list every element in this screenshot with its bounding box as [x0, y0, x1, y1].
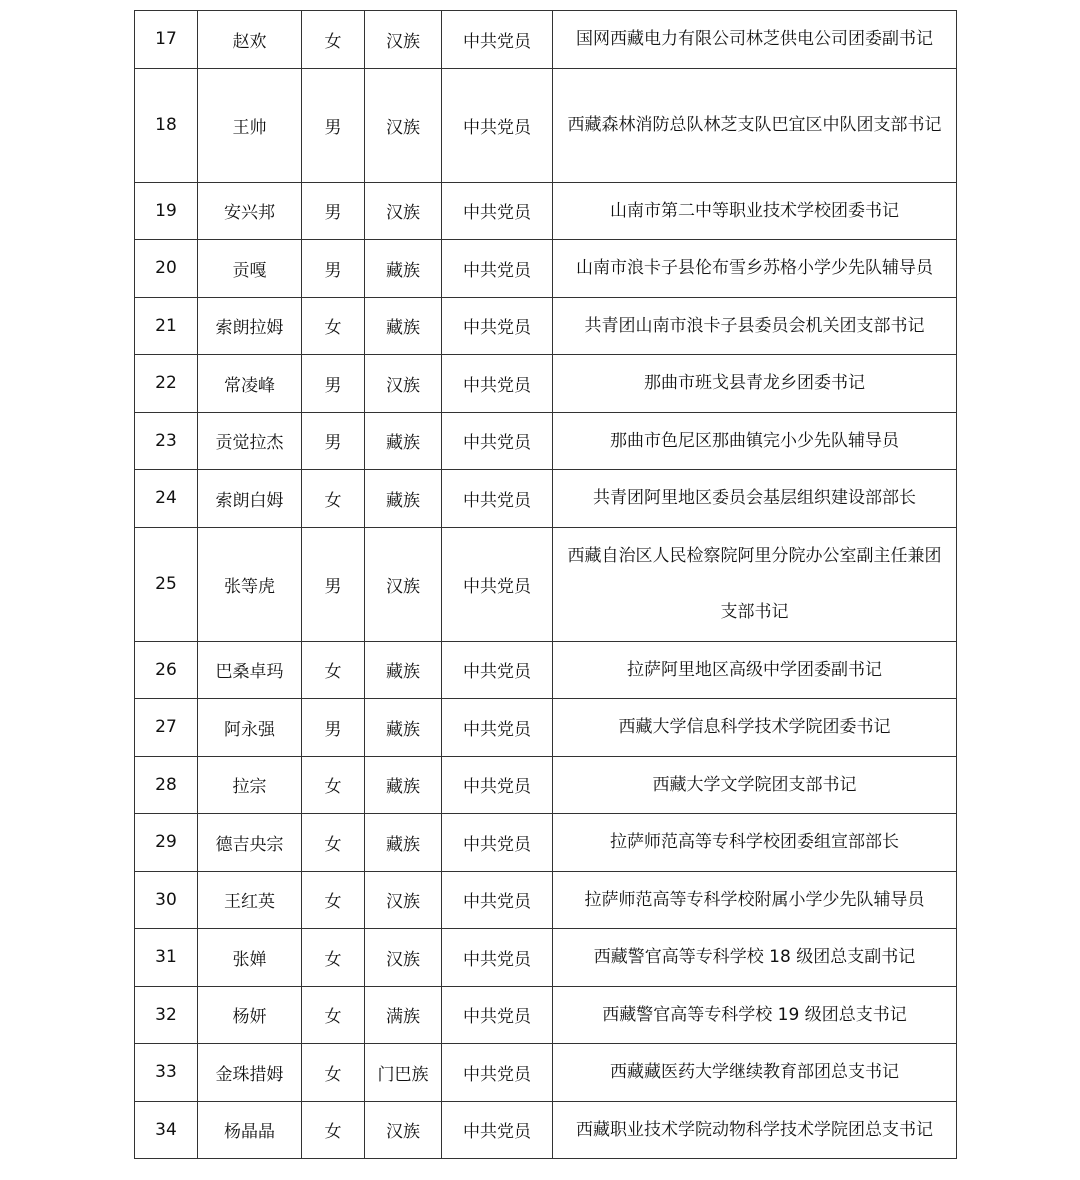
- political-status-cell: 中共党员: [442, 68, 553, 182]
- roster-body: [135, 11, 957, 1159]
- name-cell: 常凌峰: [198, 355, 302, 413]
- name-cell: 赵欢: [198, 11, 302, 69]
- ethnicity-cell: 藏族: [365, 699, 442, 757]
- gender-cell: 女: [302, 814, 365, 872]
- table-row: [135, 182, 957, 240]
- row-number-cell: 27: [135, 699, 198, 757]
- name-cell: 安兴邦: [198, 182, 302, 240]
- political-status-cell: 中共党员: [442, 470, 553, 528]
- row-number-cell: 18: [135, 68, 198, 182]
- name-cell: 张婵: [198, 929, 302, 987]
- row-number-cell: 31: [135, 929, 198, 987]
- row-number-cell: 23: [135, 412, 198, 470]
- roster-table: [134, 10, 957, 1159]
- row-number-cell: 21: [135, 297, 198, 355]
- table-row: [135, 929, 957, 987]
- political-status-cell: 中共党员: [442, 240, 553, 298]
- table-row: [135, 68, 957, 182]
- ethnicity-cell: 汉族: [365, 1101, 442, 1159]
- political-status-cell: 中共党员: [442, 986, 553, 1044]
- political-status-cell: 中共党员: [442, 1044, 553, 1102]
- gender-cell: 男: [302, 412, 365, 470]
- name-cell: 阿永强: [198, 699, 302, 757]
- gender-cell: 男: [302, 240, 365, 298]
- name-cell: 王红英: [198, 871, 302, 929]
- gender-cell: 女: [302, 1101, 365, 1159]
- unit-position-cell: 拉萨阿里地区高级中学团委副书记: [553, 641, 957, 699]
- ethnicity-cell: 藏族: [365, 756, 442, 814]
- ethnicity-cell: 汉族: [365, 355, 442, 413]
- ethnicity-cell: 藏族: [365, 412, 442, 470]
- table-row: [135, 756, 957, 814]
- table-row: [135, 11, 957, 69]
- political-status-cell: 中共党员: [442, 527, 553, 641]
- gender-cell: 女: [302, 986, 365, 1044]
- political-status-cell: 中共党员: [442, 814, 553, 872]
- table-row: [135, 470, 957, 528]
- row-number-cell: 19: [135, 182, 198, 240]
- unit-position-cell: 西藏藏医药大学继续教育部团总支书记: [553, 1044, 957, 1102]
- ethnicity-cell: 满族: [365, 986, 442, 1044]
- row-number-cell: 32: [135, 986, 198, 1044]
- political-status-cell: 中共党员: [442, 929, 553, 987]
- ethnicity-cell: 汉族: [365, 871, 442, 929]
- row-number-cell: 33: [135, 1044, 198, 1102]
- gender-cell: 女: [302, 11, 365, 69]
- political-status-cell: 中共党员: [442, 699, 553, 757]
- gender-cell: 男: [302, 182, 365, 240]
- gender-cell: 男: [302, 68, 365, 182]
- unit-position-cell: 拉萨师范高等专科学校附属小学少先队辅导员: [553, 871, 957, 929]
- name-cell: 索朗白姆: [198, 470, 302, 528]
- gender-cell: 女: [302, 297, 365, 355]
- table-row: [135, 1044, 957, 1102]
- gender-cell: 男: [302, 355, 365, 413]
- name-cell: 索朗拉姆: [198, 297, 302, 355]
- unit-position-cell: 山南市第二中等职业技术学校团委书记: [553, 182, 957, 240]
- political-status-cell: 中共党员: [442, 1101, 553, 1159]
- name-cell: 张等虎: [198, 527, 302, 641]
- political-status-cell: 中共党员: [442, 756, 553, 814]
- table-row: [135, 240, 957, 298]
- row-number-cell: 26: [135, 641, 198, 699]
- table-row: [135, 1101, 957, 1159]
- gender-cell: 女: [302, 641, 365, 699]
- gender-cell: 女: [302, 1044, 365, 1102]
- name-cell: 德吉央宗: [198, 814, 302, 872]
- row-number-cell: 25: [135, 527, 198, 641]
- political-status-cell: 中共党员: [442, 871, 553, 929]
- table-row: [135, 986, 957, 1044]
- ethnicity-cell: 藏族: [365, 470, 442, 528]
- table-row: [135, 412, 957, 470]
- table-row: [135, 871, 957, 929]
- table-row: [135, 355, 957, 413]
- unit-position-cell: 那曲市色尼区那曲镇完小少先队辅导员: [553, 412, 957, 470]
- table-row: [135, 527, 957, 641]
- political-status-cell: 中共党员: [442, 11, 553, 69]
- ethnicity-cell: 藏族: [365, 297, 442, 355]
- name-cell: 杨晶晶: [198, 1101, 302, 1159]
- unit-position-cell: 共青团山南市浪卡子县委员会机关团支部书记: [553, 297, 957, 355]
- ethnicity-cell: 门巴族: [365, 1044, 442, 1102]
- unit-position-cell: 拉萨师范高等专科学校团委组宣部部长: [553, 814, 957, 872]
- row-number-cell: 20: [135, 240, 198, 298]
- ethnicity-cell: 汉族: [365, 527, 442, 641]
- name-cell: 杨妍: [198, 986, 302, 1044]
- name-cell: 贡觉拉杰: [198, 412, 302, 470]
- ethnicity-cell: 藏族: [365, 641, 442, 699]
- name-cell: 王帅: [198, 68, 302, 182]
- table-row: [135, 641, 957, 699]
- table-row: [135, 699, 957, 757]
- ethnicity-cell: 汉族: [365, 11, 442, 69]
- row-number-cell: 28: [135, 756, 198, 814]
- ethnicity-cell: 汉族: [365, 929, 442, 987]
- unit-position-cell: 西藏警官高等专科学校 19 级团总支书记: [553, 986, 957, 1044]
- row-number-cell: 17: [135, 11, 198, 69]
- unit-position-cell: 西藏自治区人民检察院阿里分院办公室副主任兼团支部书记: [553, 527, 957, 641]
- table-row: [135, 297, 957, 355]
- unit-position-cell: 西藏大学文学院团支部书记: [553, 756, 957, 814]
- political-status-cell: 中共党员: [442, 182, 553, 240]
- row-number-cell: 30: [135, 871, 198, 929]
- gender-cell: 男: [302, 699, 365, 757]
- table-row: [135, 814, 957, 872]
- unit-position-cell: 国网西藏电力有限公司林芝供电公司团委副书记: [553, 11, 957, 69]
- row-number-cell: 24: [135, 470, 198, 528]
- unit-position-cell: 西藏警官高等专科学校 18 级团总支副书记: [553, 929, 957, 987]
- ethnicity-cell: 汉族: [365, 182, 442, 240]
- row-number-cell: 34: [135, 1101, 198, 1159]
- row-number-cell: 29: [135, 814, 198, 872]
- unit-position-cell: 西藏大学信息科学技术学院团委书记: [553, 699, 957, 757]
- political-status-cell: 中共党员: [442, 641, 553, 699]
- political-status-cell: 中共党员: [442, 412, 553, 470]
- ethnicity-cell: 藏族: [365, 814, 442, 872]
- ethnicity-cell: 汉族: [365, 68, 442, 182]
- gender-cell: 男: [302, 527, 365, 641]
- unit-position-cell: 西藏森林消防总队林芝支队巴宜区中队团支部书记: [553, 68, 957, 182]
- row-number-cell: 22: [135, 355, 198, 413]
- name-cell: 金珠措姆: [198, 1044, 302, 1102]
- name-cell: 拉宗: [198, 756, 302, 814]
- unit-position-cell: 共青团阿里地区委员会基层组织建设部部长: [553, 470, 957, 528]
- unit-position-cell: 山南市浪卡子县伦布雪乡苏格小学少先队辅导员: [553, 240, 957, 298]
- political-status-cell: 中共党员: [442, 297, 553, 355]
- unit-position-cell: 西藏职业技术学院动物科学技术学院团总支书记: [553, 1101, 957, 1159]
- gender-cell: 女: [302, 756, 365, 814]
- ethnicity-cell: 藏族: [365, 240, 442, 298]
- unit-position-cell: 那曲市班戈县青龙乡团委书记: [553, 355, 957, 413]
- name-cell: 贡嘎: [198, 240, 302, 298]
- name-cell: 巴桑卓玛: [198, 641, 302, 699]
- gender-cell: 女: [302, 929, 365, 987]
- gender-cell: 女: [302, 470, 365, 528]
- gender-cell: 女: [302, 871, 365, 929]
- political-status-cell: 中共党员: [442, 355, 553, 413]
